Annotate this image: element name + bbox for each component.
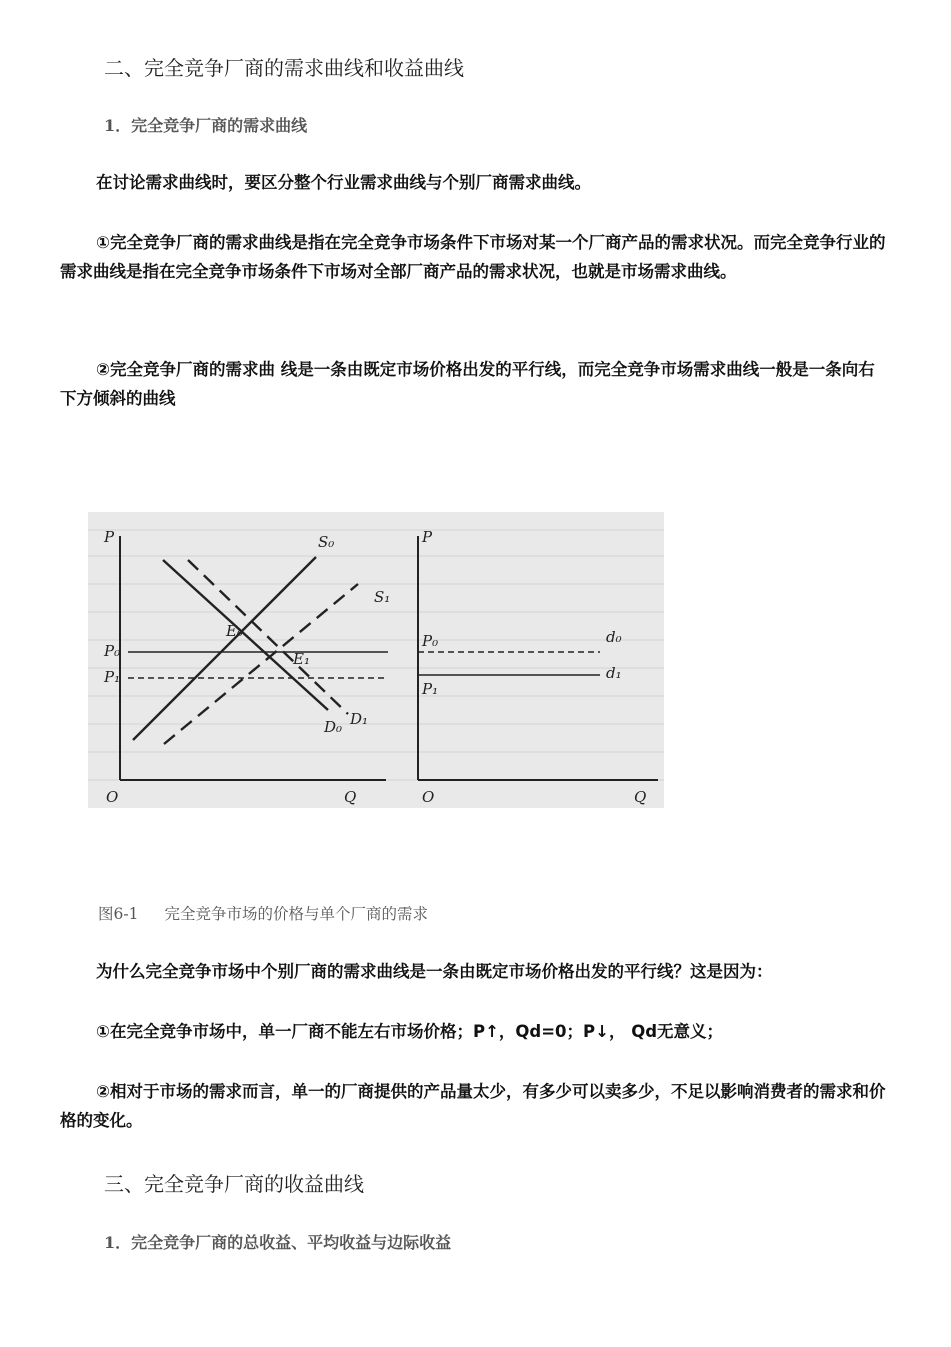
label-d1: D₁ (350, 710, 369, 728)
section-title-2: 二、完全竞争厂商的需求曲线和收益曲线 (104, 56, 464, 80)
left-label-p: P (104, 528, 115, 546)
label-firm-d0: d₀ (606, 628, 622, 646)
label-s0: S₀ (318, 533, 335, 551)
label-s1: S₁ (374, 588, 391, 606)
label-d0: D₀ (324, 718, 343, 736)
label-e1: E₁ (293, 650, 310, 668)
left-label-p1: P₁ (104, 668, 121, 686)
paragraph-1: 在讨论需求曲线时，要区分整个行业需求曲线与个别厂商需求曲线。 (96, 173, 591, 192)
right-label-o: O (422, 788, 435, 806)
section-title-3: 三、完全竞争厂商的收益曲线 (104, 1172, 364, 1196)
paragraph-6: ②相对于市场的需求而言，单一的厂商提供的产品量太少，有多少可以卖多少，不足以影响消费者的需求和价格的变化。 (60, 1082, 886, 1130)
paragraph-2: ①完全竞争厂商的需求曲线是指在完全竞争市场条件下市场对某一个厂商产品的需求状况。而完全竞争行业的需求曲线是指在完全竞争市场条件下市场对全部厂商产品的需求状况，也就是市场需求曲线。 (60, 233, 886, 281)
right-label-p1: P₁ (422, 680, 439, 698)
figure-caption (98, 902, 428, 924)
paragraph-5: ①在完全竞争市场中，单一厂商不能左右市场价格；P↑，Qd=0；P↓， Qd无意义； (96, 1022, 724, 1041)
label-e0: E₀ (226, 622, 243, 640)
right-label-q: Q (634, 788, 647, 806)
subsection-title-3-1: 1．完全竞争厂商的总收益、平均收益与边际收益 (104, 1233, 452, 1252)
left-label-p0: P₀ (104, 642, 121, 660)
label-firm-d1: d₁ (606, 664, 622, 682)
paragraph-4: 为什么完全竞争市场中个别厂商的需求曲线是一条由既定市场价格出发的平行线？这是因为： (96, 962, 773, 981)
subsection-title-2-1: 1．完全竞争厂商的需求曲线 (104, 116, 308, 135)
caption-number: 图6-1 (98, 905, 139, 923)
paragraph-3: ②完全竞争厂商的需求曲 线是一条由既定市场价格出发的平行线，而完全竞争市场需求曲线一般是一条向右下方倾斜的曲线 (60, 360, 875, 408)
right-label-p: P (422, 528, 433, 546)
caption-text: 完全竞争市场的价格与单个厂商的需求 (164, 905, 428, 923)
figure-6-1 (88, 512, 664, 808)
left-label-q: Q (344, 788, 357, 806)
right-label-p0: P₀ (422, 632, 439, 650)
left-label-o: O (106, 788, 119, 806)
